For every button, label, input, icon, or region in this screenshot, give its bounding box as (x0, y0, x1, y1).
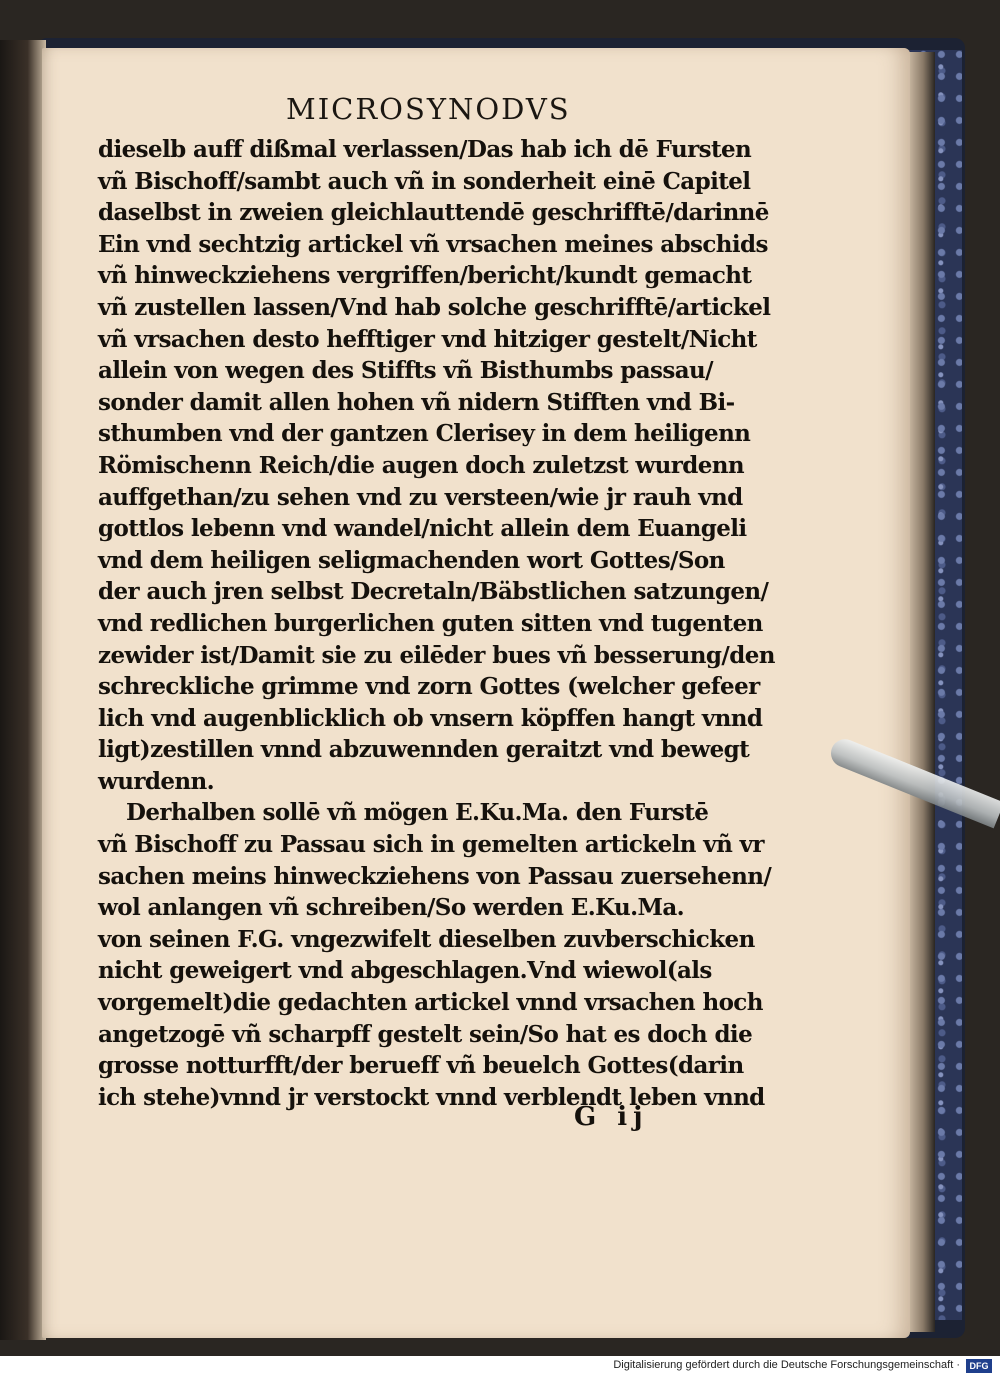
text-line: ligt)zestillen vnnd abzuwennden geraitzt vnd bewegt (98, 736, 750, 764)
text-line: Ein vnd sechtzig artickel vñ vrsachen meines abschids (98, 230, 768, 258)
text-line: wurdenn. (98, 767, 215, 795)
text-line: schreckliche grimme vnd zorn Gottes (welcher gefeer (98, 673, 760, 701)
text-line: vnd redlichen burgerlichen guten sitten vnd tugenten (98, 609, 763, 637)
text-line: daselbst in zweien gleichlauttendē geschrifftē/darinnē (98, 199, 769, 227)
text-line: ich stehe)vnnd jr verstockt vnnd verblendt leben vnnd (98, 1083, 765, 1111)
text-line: sthumben vnd der gantzen Clerisey in dem heiligenn (98, 420, 751, 448)
text-line: grosse notturfft/der berueff vñ beuelch Gottes(darin (98, 1052, 744, 1080)
text-line: vñ zustellen lassen/Vnd hab solche geschrifftē/artickel (98, 293, 771, 321)
text-line: Römischenn Reich/die augen doch zuletzst wurdenn (98, 451, 745, 479)
text-line: lich vnd augenblicklich ob vnsern köpffen hangt vnnd (98, 704, 763, 732)
text-line: vñ Bischoff/sambt auch vñ in sonderheit einē Capitel (98, 167, 751, 195)
text-line: nicht geweigert vnd abgeschlagen.Vnd wiewol(als (98, 957, 712, 985)
text-line: vñ Bischoff zu Passau sich in gemelten artickeln vñ vr (98, 831, 764, 859)
text-line: auffgethan/zu sehen vnd zu versteen/wie jr rauh vnd (98, 483, 743, 511)
text-line: vorgemelt)die gedachten artickel vnnd vrsachen hoch (98, 989, 763, 1017)
text-line: sachen meins hinweckziehens von Passau zuersehenn/ (98, 862, 772, 890)
text-line: gottlos lebenn vnd wandel/nicht allein dem Euangeli (98, 515, 747, 543)
book-spine-edge (0, 40, 46, 1340)
text-line: sonder damit allen hohen vñ nidern Stifften vnd Bi- (98, 388, 735, 416)
signature-mark: G ij (574, 1102, 649, 1132)
text-line: vnd dem heiligen seligmachenden wort Gottes/Son (98, 546, 725, 574)
text-line: wol anlangen vñ schreiben/So werden E.Ku.Ma. (98, 894, 685, 922)
footer-bar (0, 1356, 1000, 1378)
text-line: Derhalben sollē vñ mögen E.Ku.Ma. den Furstē (126, 799, 709, 827)
text-line: dieselb auff dißmal verlassen/Das hab ich dē Fursten (98, 136, 752, 163)
footer-credit: Digitalisierung gefördert durch die Deutsche Forschungsgemeinschaft · (613, 1359, 960, 1371)
text-line: der auch jren selbst Decretaln/Bäbstlichen satzungen/ (98, 578, 769, 606)
text-line: von seinen F.G. vngezwifelt dieselben zuvberschicken (98, 925, 755, 953)
dfg-logo-icon: DFG (966, 1359, 992, 1373)
page-header: MICROSYNODVS (286, 92, 571, 126)
text-line: allein von wegen des Stiffts vñ Bisthumbs passau/ (98, 357, 713, 385)
text-line: vñ vrsachen desto hefftiger vnd hitziger gestelt/Nicht (98, 325, 757, 353)
body-text (98, 134, 775, 1113)
text-line: vñ hinweckziehens vergriffen/bericht/kundt gemacht (98, 262, 752, 290)
text-line: angetzogē vñ scharpff gestelt sein/So hat es doch die (98, 1020, 753, 1048)
text-line: zewider ist/Damit sie zu eilēder bues vñ besserung/den (98, 641, 775, 669)
